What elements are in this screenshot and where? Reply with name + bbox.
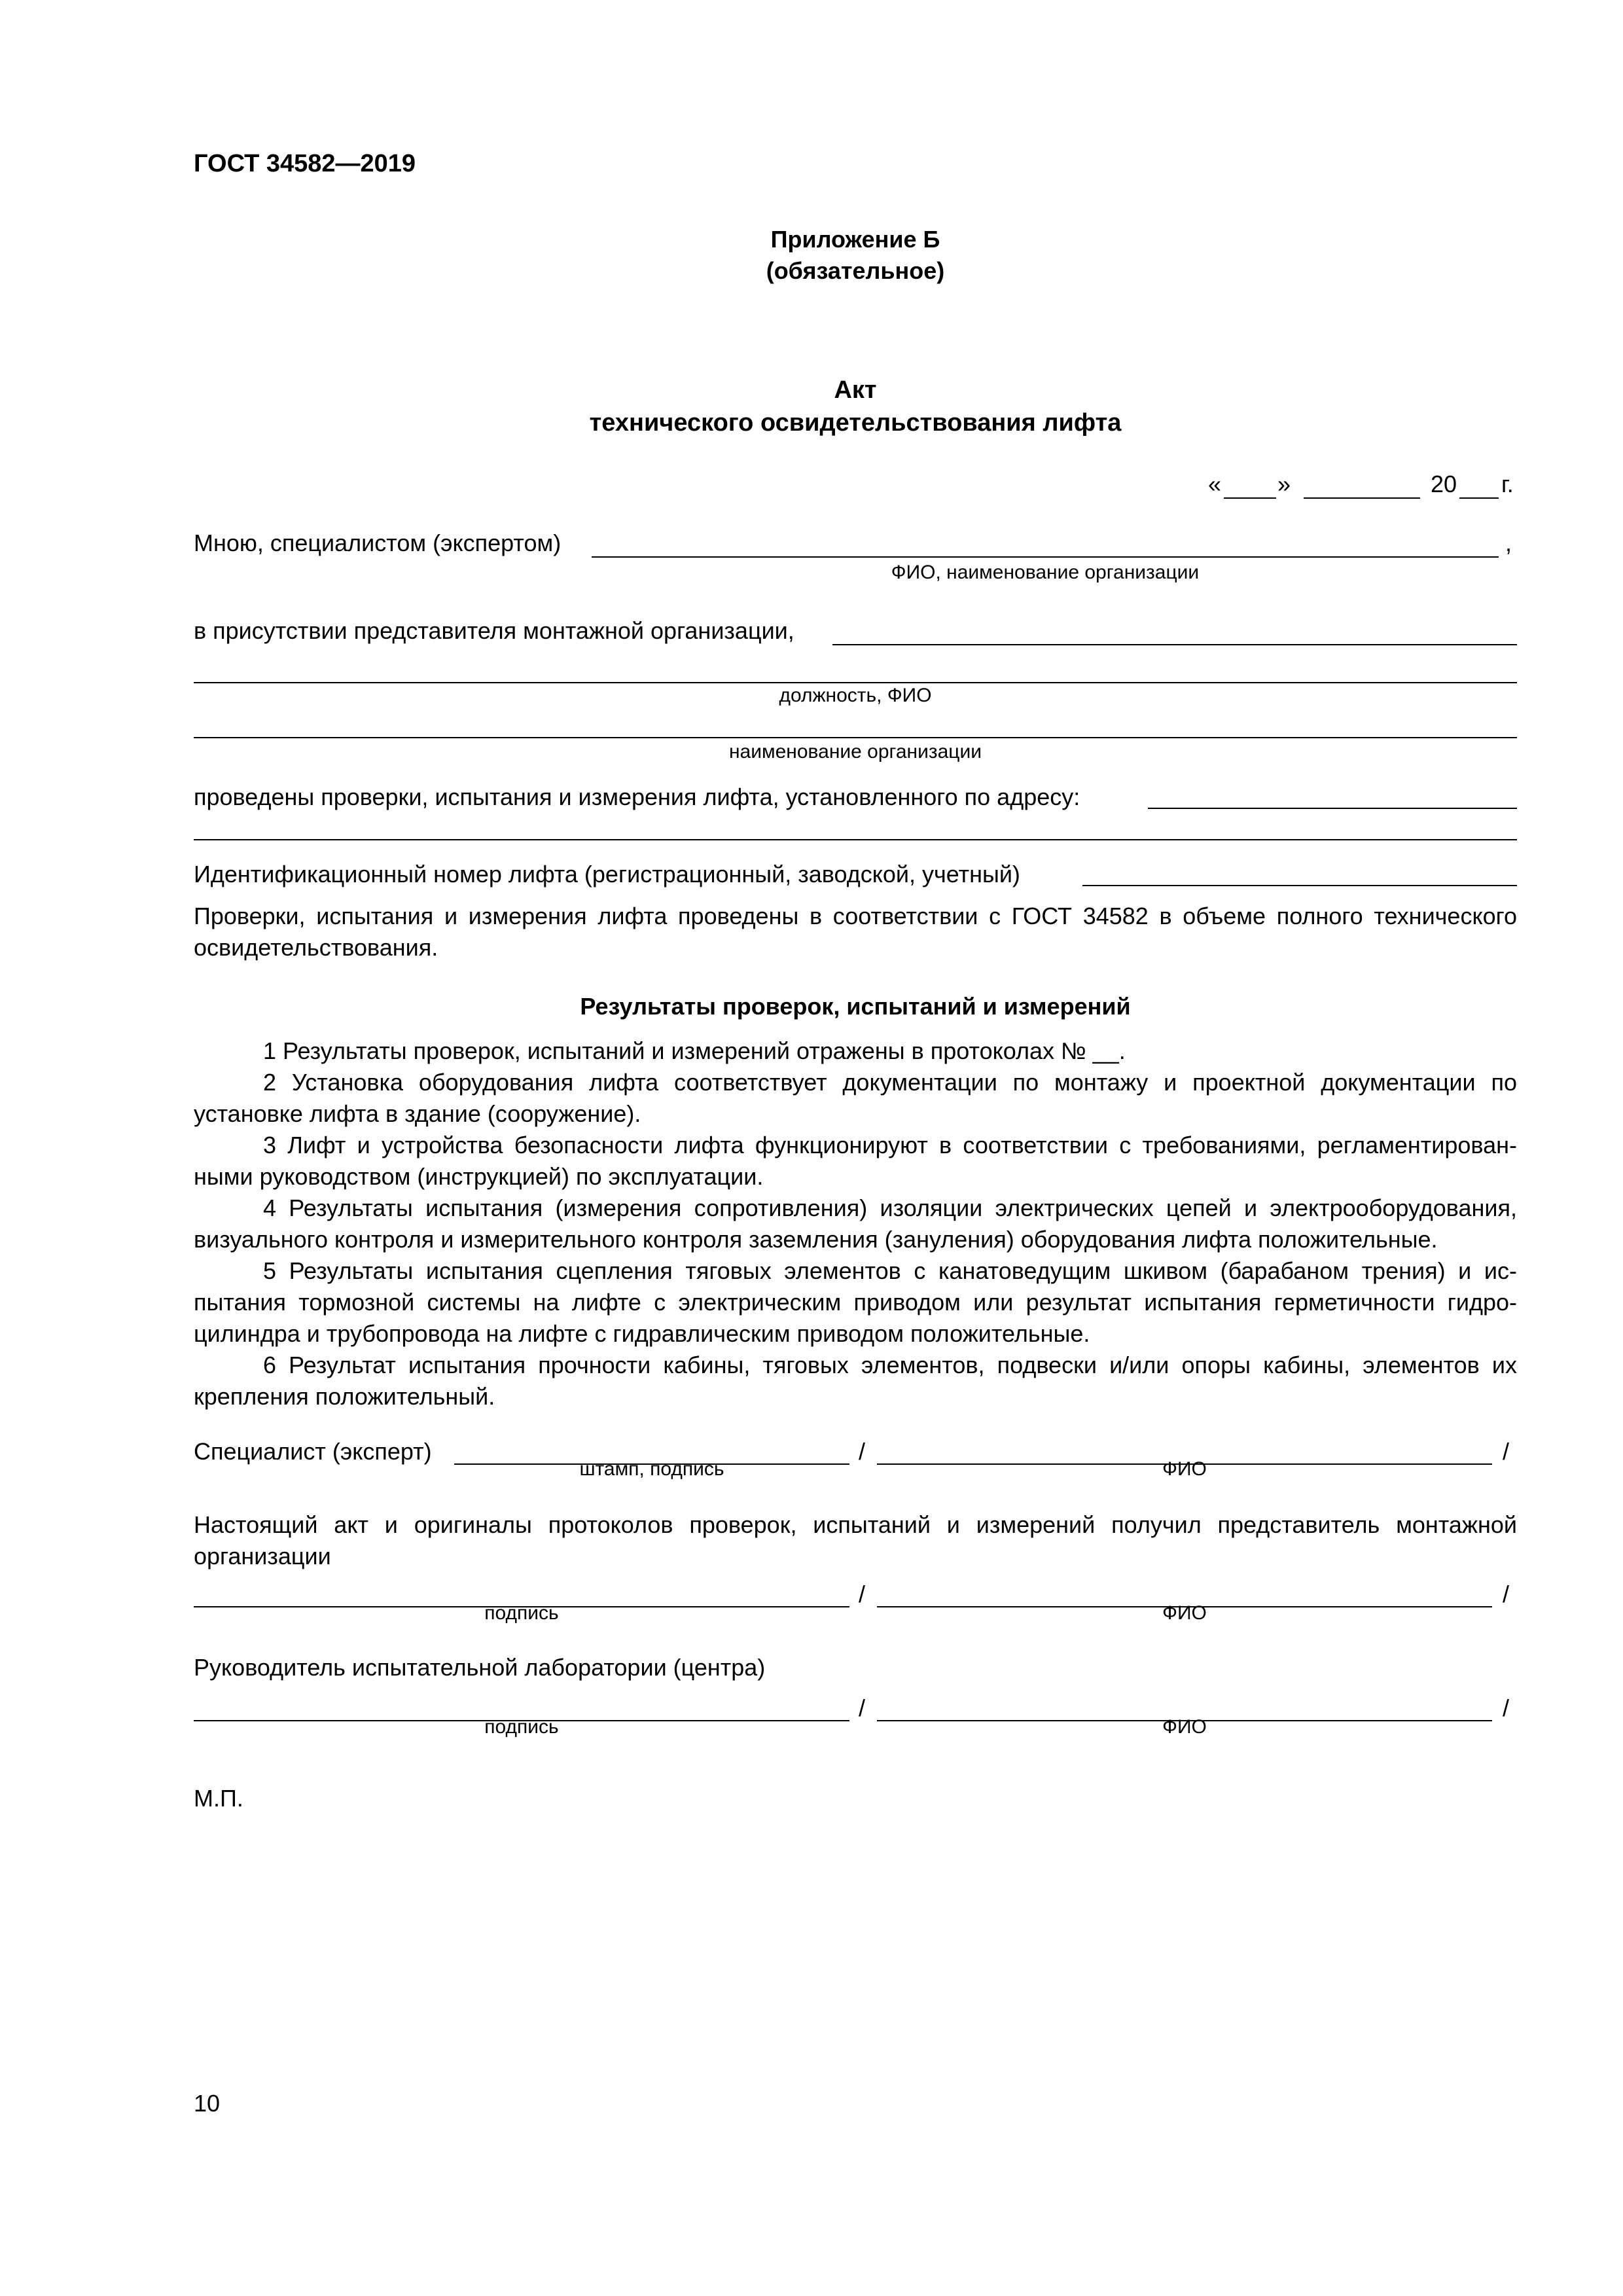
day-blank[interactable] (1224, 497, 1276, 499)
document-code: ГОСТ 34582—2019 (194, 150, 416, 177)
slash: / (859, 1695, 866, 1721)
month-blank[interactable] (1304, 497, 1420, 499)
year-blank[interactable] (1459, 497, 1499, 499)
list-item: 6 Результат испытания прочности кабины, тяговых элементов, подвески и/или опоры кабины, элементов их крепления положительный. (194, 1352, 1517, 1410)
id-number-field[interactable] (1082, 885, 1517, 886)
year-suffix: г. (1501, 471, 1514, 497)
organization-caption: наименование организации (728, 741, 982, 762)
signature-caption: подпись (484, 1602, 559, 1624)
slash: / (1503, 1438, 1510, 1465)
performed-label: проведены проверки, испытания и измерения лифта, установленного по адресу: (194, 783, 1080, 810)
address-field-continued[interactable] (194, 839, 1517, 840)
annex-type: (обязательное) (766, 257, 945, 284)
date-open-quote: « (1208, 471, 1222, 497)
representative-field[interactable] (832, 644, 1517, 645)
list-item: 1 Результаты проверок, испытаний и измерений отражены в протоколах № __. (263, 1037, 1126, 1064)
annex-title: Приложение Б (770, 226, 940, 253)
in-presence-label: в присутствии представителя монтажной организации, (194, 617, 794, 644)
stamp-caption: штамп, подпись (579, 1458, 724, 1480)
act-subtitle: технического освидетельствования лифта (589, 409, 1122, 437)
slash: / (859, 1581, 866, 1607)
organization-field[interactable] (194, 737, 1517, 738)
specialist-signature-label: Специалист (эксперт) (194, 1438, 432, 1465)
by-specialist-label: Мною, специалистом (экспертом) (194, 529, 562, 556)
seal-mark: М.П. (194, 1785, 243, 1812)
signature-caption: подпись (484, 1716, 559, 1738)
year-prefix: 20 (1431, 471, 1457, 497)
list-item: 3 Лифт и устройства безопасности лифта функционируют в соответствии с требованиями, регламентирован-ными руководством (инструкцией) по эксплуатации. (194, 1132, 1517, 1190)
act-title: Акт (834, 376, 877, 404)
slash: / (859, 1438, 866, 1465)
fio-caption: ФИО (1162, 1602, 1207, 1624)
date-close-quote: » (1277, 471, 1291, 497)
fio-caption: ФИО (1162, 1716, 1207, 1738)
results-heading: Результаты проверок, испытаний и измерений (580, 993, 1131, 1020)
id-number-label: Идентификационный номер лифта (регистрационный, заводской, учетный) (194, 861, 1020, 888)
results-list (194, 1035, 1517, 1412)
comma: , (1505, 529, 1512, 556)
lab-head-label: Руководитель испытательной лаборатории (центра) (194, 1654, 766, 1681)
received-paragraph: Настоящий акт и оригиналы протоколов проверок, испытаний и измерений получил представитель монтажной организации (194, 1511, 1517, 1570)
compliance-paragraph: Проверки, испытания и измерения лифта проведены в соответствии с ГОСТ 34582 в объеме полного технического освидетельствования. (194, 903, 1517, 961)
address-field[interactable] (1148, 808, 1517, 809)
specialist-caption: ФИО, наименование организации (891, 562, 1200, 583)
slash: / (1503, 1695, 1510, 1721)
fio-caption: ФИО (1162, 1458, 1207, 1480)
list-item: 4 Результаты испытания (измерения сопротивления) изоляции электрических цепей и электрооборудования, визуального контроля и измерительного контроля заземления (зануления) оборудования лифта положительные. (194, 1194, 1517, 1253)
slash: / (1503, 1581, 1510, 1607)
position-caption: должность, ФИО (779, 685, 932, 706)
specialist-name-field[interactable] (592, 556, 1499, 558)
list-item: 2 Установка оборудования лифта соответствует документации по монтажу и проектной документации по установке лифта в здание (сооружение). (194, 1069, 1517, 1127)
page-number: 10 (194, 2090, 221, 2117)
list-item: 5 Результаты испытания сцепления тяговых элементов с канатоведущим шкивом (барабаном трения) и ис-пытания тормозной системы на лифте с электрическим приводом или результат испытания герметичности гидро-цилиндра и трубопровода на лифте с гидравлическим приводом положительные. (194, 1257, 1517, 1347)
